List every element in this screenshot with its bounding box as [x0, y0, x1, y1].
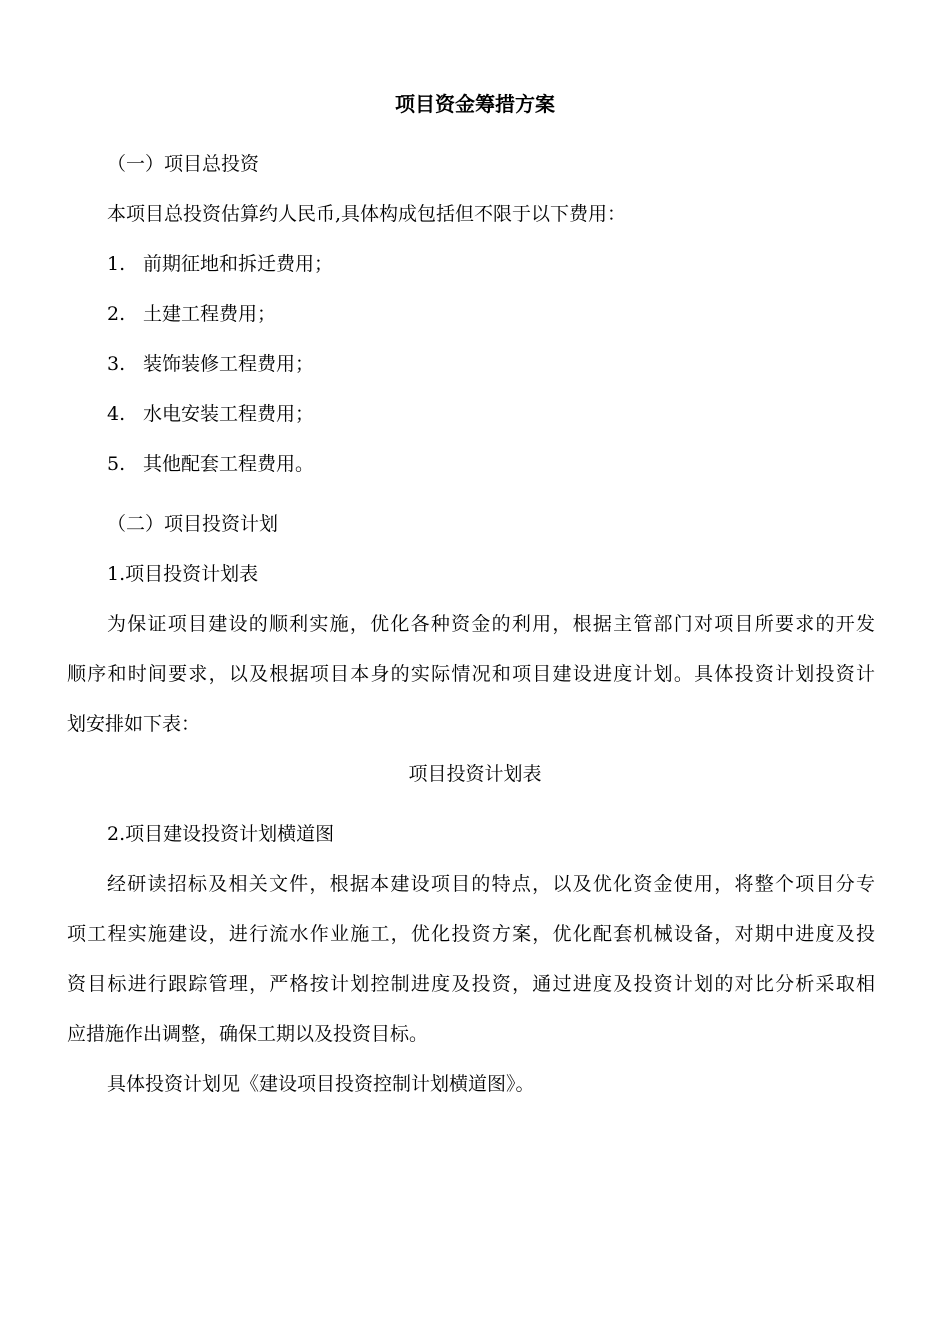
- paragraph-line: 资目标进行跟踪管理，严格按计划控制进度及投资，通过进度及投资计划的对比分析采取相: [67, 973, 875, 995]
- subsection-heading-gantt: 2.项目建设投资计划横道图: [107, 823, 335, 845]
- closing-sentence: 具体投资计划见《建设项目投资控制计划横道图》。: [107, 1073, 535, 1095]
- list-item: [107, 400, 314, 428]
- paragraph-line: 为保证项目建设的顺利实施，优化各种资金的利用，根据主管部门对项目所要求的开发: [107, 613, 875, 635]
- section-heading-total-investment: （一）项目总投资: [107, 153, 260, 175]
- list-item: [107, 450, 314, 478]
- list-item-text: 装饰装修工程费用；: [143, 353, 315, 375]
- page-title: 项目资金筹措方案: [395, 92, 555, 116]
- list-item-text: 水电安装工程费用；: [143, 403, 315, 425]
- list-item-text: 土建工程费用；: [143, 303, 277, 325]
- paragraph-line: 划安排如下表：: [67, 713, 201, 735]
- paragraph-line: 经研读招标及相关文件，根据本建设项目的特点，以及优化资金使用，将整个项目分专: [107, 873, 875, 895]
- list-item-number: 2.: [107, 303, 126, 325]
- list-item-text: 其他配套工程费用。: [143, 453, 315, 475]
- paragraph-line: 项工程实施建设，进行流水作业施工，优化投资方案，优化配套机械设备，对期中进度及投: [67, 923, 875, 945]
- list-item: [107, 250, 333, 278]
- paragraph-line: 应措施作出调整，确保工期以及投资目标。: [67, 1023, 429, 1045]
- section-heading-investment-plan: （二）项目投资计划: [107, 513, 279, 535]
- paragraph-line: 顺序和时间要求，以及根据项目本身的实际情况和项目建设进度计划。具体投资计划投资计: [67, 663, 875, 685]
- list-item-number: 1.: [107, 253, 126, 275]
- section-intro: 本项目总投资估算约人民币,具体构成包括但不限于以下费用：: [107, 203, 627, 225]
- list-item: [107, 350, 314, 378]
- subsection-heading-plan-table: 1.项目投资计划表: [107, 563, 259, 585]
- list-item-text: 前期征地和拆迁费用；: [143, 253, 334, 275]
- list-item-number: 4.: [107, 403, 126, 425]
- list-item-number: 3.: [107, 353, 126, 375]
- list-item: [107, 300, 276, 328]
- list-item-number: 5.: [107, 453, 126, 475]
- table-caption: 项目投资计划表: [408, 763, 542, 785]
